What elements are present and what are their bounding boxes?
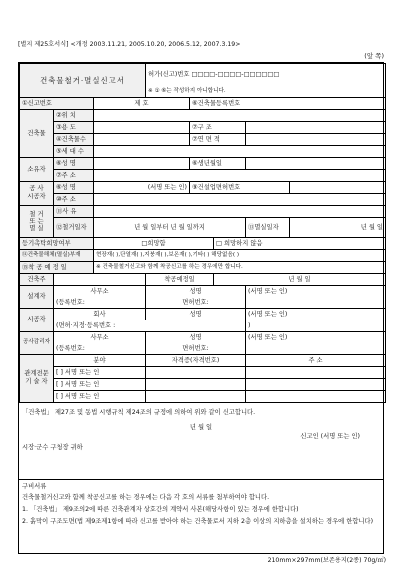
- builder-sign-field[interactable]: (서명 또는 인): [246, 308, 386, 320]
- use-label: ③용 도: [54, 121, 94, 133]
- form-note: ※ ① ⑥는 작성하지 아니합니다.: [146, 86, 386, 98]
- designer-office-label: 사무소: [54, 285, 146, 297]
- client-label: 건축주: [20, 273, 54, 285]
- reason-label: ⑪사 유: [54, 205, 94, 217]
- supervisor-name-label: 성명: [146, 331, 246, 343]
- contractor-section-label: 공 사 시공자: [20, 181, 54, 205]
- designer-name-label: 성명: [146, 285, 246, 297]
- builder-registration-close: ): [246, 320, 386, 332]
- form-number-header: [별지 제25호서식] <개정 2003.11.21, 2005.10.20, 2006.5.12, 2007.3.19>: [18, 41, 241, 48]
- contractor-sign-field[interactable]: (서명 또는 인): [94, 181, 190, 193]
- contractor-address-field[interactable]: [94, 193, 386, 205]
- floor-area-label: ⑦연 면 적: [190, 133, 246, 145]
- waste-materials-label: ⑭건축물해체(멸실)부재: [20, 249, 94, 261]
- paper-size-footer: 210mm×297mm(보존용지(2종) 70g/㎡): [267, 557, 386, 564]
- owner-address-field[interactable]: [94, 169, 386, 181]
- floor-area-field[interactable]: [246, 133, 386, 145]
- license-number-field[interactable]: [290, 181, 386, 193]
- supervisor-sign-field[interactable]: (서명 또는 인): [246, 331, 386, 343]
- demolition-date-label: ⑫철거일자: [54, 217, 94, 237]
- owner-address-label: ⑦주 소: [54, 169, 94, 181]
- planned-start-label: 착공예정일: [146, 273, 214, 285]
- receipt-number-field[interactable]: 제 호: [94, 97, 190, 109]
- builder-name-label: 성명: [146, 308, 246, 320]
- report-form: [18, 62, 384, 554]
- designer-section-label: 설계자: [20, 285, 54, 308]
- use-field[interactable]: [94, 121, 190, 133]
- required-documents-title: 구비서류: [22, 482, 47, 490]
- page-side-label: (앞 쪽): [364, 52, 384, 60]
- reason-field[interactable]: [94, 205, 386, 217]
- certificate-column-header: 자격증(자격번호): [146, 354, 246, 366]
- client-field[interactable]: [54, 273, 146, 285]
- structure-label: ⑦구 조: [190, 121, 246, 133]
- registration-yes-checkbox[interactable]: □희망함: [94, 237, 214, 249]
- declaration-block: [19, 403, 383, 480]
- required-documents-block: [19, 480, 383, 528]
- field-column-header: 분야: [54, 354, 146, 366]
- demolition-date-field[interactable]: 년 월 일부터 년 월 일까지: [94, 217, 246, 237]
- registration-request-label: 등기촉탁희망여부: [20, 237, 94, 249]
- registration-no-checkbox[interactable]: □ 희망하지 않음: [214, 237, 386, 249]
- owner-birth-field[interactable]: [246, 157, 386, 169]
- designer-sign-field[interactable]: (서명 또는 인): [246, 285, 386, 297]
- builder-registration-label: (면허·지정·등록번호 :: [54, 320, 246, 332]
- owner-name-label: ⑥성 명: [54, 157, 94, 169]
- building-count-label: ④건축물수: [54, 133, 94, 145]
- designer-license-label: 면허번호:: [146, 297, 246, 309]
- loss-date-field[interactable]: 년 월 일: [290, 217, 386, 237]
- owner-name-field[interactable]: [94, 157, 190, 169]
- specialist-row[interactable]: [ ] 서명 또는 인: [54, 390, 146, 402]
- loss-date-label: ⑬멸실일자: [246, 217, 290, 237]
- builder-section-label: 시공자: [20, 308, 54, 331]
- contractor-address-label: ⑩주 소: [54, 193, 94, 205]
- declaration-text: 「건축법」 제27조 및 동법 시행규칙 제24조의 규정에 의하여 위와 같이 신고합니다.: [22, 408, 256, 416]
- household-count-label: ⑤세 대 수: [54, 145, 94, 157]
- required-documents-intro: 건축물철거신고와 함께 착공신고를 하는 경우에는 다음 각 호의 서류를 첨부하여야 합니다.: [22, 493, 270, 501]
- structure-field[interactable]: [246, 121, 386, 133]
- planned-start-field[interactable]: 년 월 일: [214, 273, 386, 285]
- form-title: 건축물철거·멸실신고서: [20, 64, 146, 98]
- permit-number-label: 허가(신고)번호 □□□□-□□□□-□□□□□□: [146, 64, 386, 86]
- contractor-name-label: ⑥성 명: [54, 181, 94, 193]
- required-document-2: 2. 흙막이 구조도면(법 제9조제1항에 따라 신고를 받아야 하는 건축물로서 지하 2층 이상의 지하층을 설치하는 경우에 한합니다): [22, 517, 374, 525]
- owner-birth-label: ⑥생년월일: [190, 157, 246, 169]
- supervisor-office-label: 사무소: [54, 331, 146, 343]
- location-label: ②위 치: [54, 109, 94, 121]
- specialist-row[interactable]: [ ] 서명 또는 인: [54, 366, 146, 378]
- license-number-label: ⑨건설업면허번호: [190, 181, 290, 193]
- designer-registration-label: (등록번호:: [54, 297, 146, 309]
- demolition-section-label: 철 거 또 는 멸 실: [20, 205, 54, 237]
- builder-company-label: 회사: [54, 308, 146, 320]
- declaration-addressee: 시장·군수 구청장 귀하: [22, 443, 83, 451]
- declarant-sign[interactable]: 신고인 (서명 또는 인): [300, 432, 360, 440]
- supervisor-registration-label: (등록번호:: [54, 343, 146, 355]
- owner-section-label: 소유자: [20, 157, 54, 181]
- building-count-field[interactable]: [94, 133, 190, 145]
- form-table: [19, 63, 386, 403]
- required-document-1: 1. 「건축법」 제9조의2에 따른 건축관계자 상호간의 계약서 사본(해당사항이 있는 경우에 한합니다): [22, 505, 299, 513]
- start-date-section-label: ⑮착 공 예 정 일: [20, 261, 94, 273]
- supervisor-section-label: 공사감리자: [20, 331, 54, 354]
- building-section-label: 건축물: [20, 109, 54, 157]
- address-column-header: 주 소: [246, 354, 386, 366]
- waste-materials-field[interactable]: 현장재( ),단열재( ),지붕재( ),보온재( ),기타( ) 해당없음( ): [94, 249, 386, 261]
- specialist-row[interactable]: [ ] 서명 또는 인: [54, 378, 146, 390]
- specialist-section-label: 관계전문 기 술 자: [20, 354, 54, 402]
- supervisor-license-label: 면허번호:: [146, 343, 246, 355]
- receipt-number-label: ①신고번호: [20, 97, 94, 109]
- household-count-field[interactable]: [94, 145, 386, 157]
- building-register-label: ⑥건축물등록번호: [190, 97, 386, 109]
- declaration-date: 년 월 일: [189, 423, 213, 431]
- location-field[interactable]: [94, 109, 386, 121]
- start-date-note: ※ 건축물철거신고와 함께 착공신고를 하는 경우에만 합니다.: [94, 261, 386, 273]
